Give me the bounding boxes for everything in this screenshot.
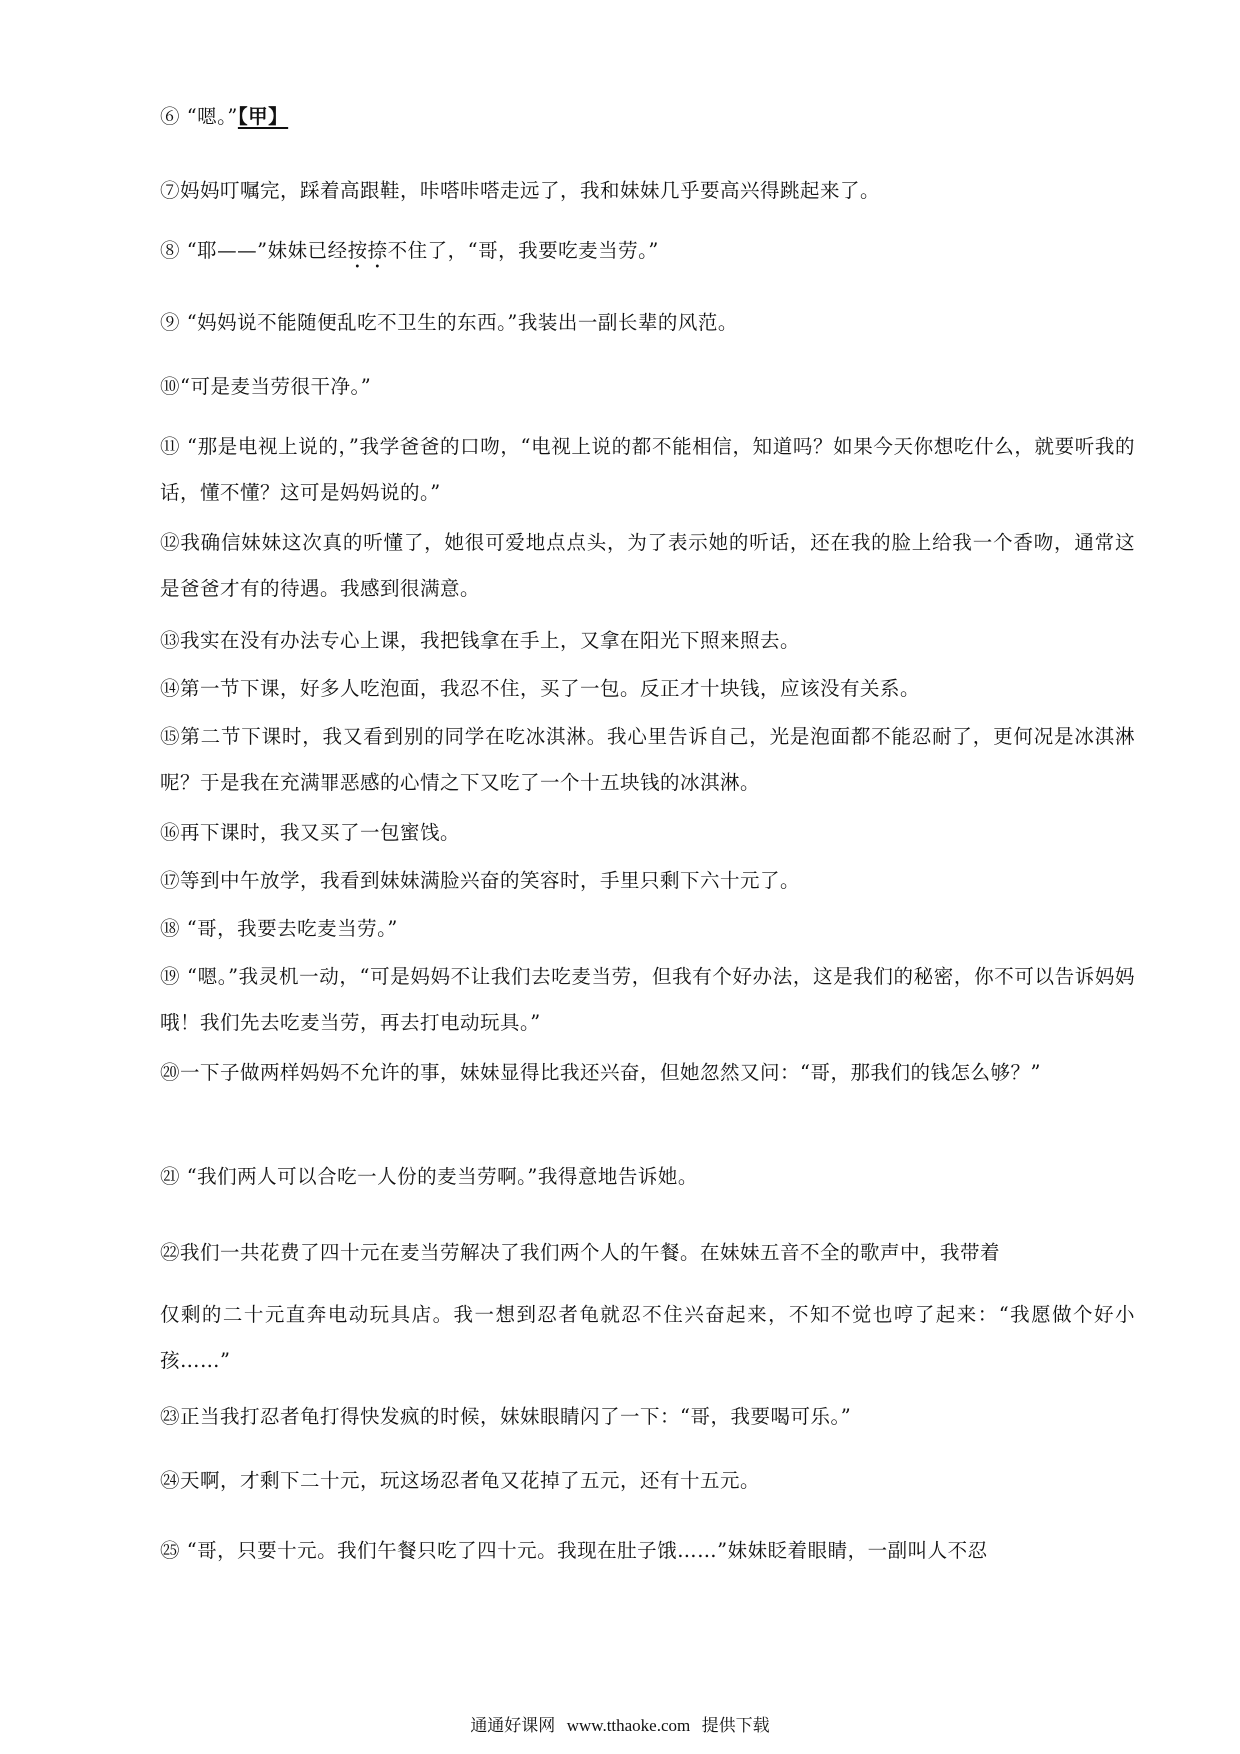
paragraph-9: ⑨ “妈妈说不能随便乱吃不卫生的东西。”我装出一副长辈的风范。 (160, 311, 738, 334)
paragraph-17: ⑰等到中午放学，我看到妹妹满脸兴奋的笑容时，手里只剩下六十元了。 (160, 869, 801, 892)
paragraph-20: ⑳一下子做两样妈妈不允许的事，妹妹显得比我还兴奋，但她忽然又问：“哥，那我们的钱怎么够？” (160, 1061, 1041, 1084)
paragraph-7: ⑦妈妈叮嘱完，踩着高跟鞋，咔嗒咔嗒走远了，我和妹妹几乎要高兴得跳起来了。 (160, 179, 881, 202)
paragraph-8-part-b: 不住了，“哥，我要吃麦当劳。” (387, 239, 659, 262)
paragraph-6 (160, 94, 1130, 140)
paragraph-23: ㉓正当我打忍者龟打得快发疯的时候，妹妹眼睛闪了一下：“哥，我要喝可乐。” (160, 1405, 852, 1428)
paragraph-25: ㉕ “哥，只要十元。我们午餐只吃了四十元。我现在肚子饿……”妹妹眨着眼睛，一副叫人不忍 (160, 1539, 988, 1562)
paragraph-16: ⑯再下课时，我又买了一包蜜饯。 (160, 821, 461, 844)
page-footer (0, 1714, 1240, 1738)
blank-marker-jia: 【甲】 (237, 105, 289, 128)
paragraph-19: ⑲ “嗯。”我灵机一动，“可是妈妈不让我们去吃麦当劳，但我有个好办法，这是我们的秘密，你不可以告诉妈妈哦！我们先去吃麦当劳，再去打电动玩具。” (160, 965, 1135, 1034)
paragraph-22-line-2: 仅剩的二十元直奔电动玩具店。我一想到忍者龟就忍不住兴奋起来，不知不觉也哼了起来：“我愿做个好小孩……” (160, 1303, 1135, 1372)
paragraph-12: ⑫我确信妹妹这次真的听懂了，她很可爱地点点头，为了表示她的听话，还在我的脸上给我一个香吻，通常这是爸爸才有的待遇。我感到很满意。 (160, 531, 1135, 600)
paragraph-6-text: ⑥ “嗯。” (160, 105, 238, 128)
paragraph-11-text: ⑪ “那是电视上说的，”我学爸爸的口吻，“电视上说的都不能相信，知道吗？如果今天你想吃什么，就要听我的话，懂不懂？这可是妈妈说的。” (160, 435, 1135, 504)
paragraph-24: ㉔天啊，才剩下二十元，玩这场忍者龟又花掉了五元，还有十五元。 (160, 1469, 761, 1492)
paragraph-11 (160, 424, 1135, 516)
paragraph-13: ⑬我实在没有办法专心上课，我把钱拿在手上，又拿在阳光下照来照去。 (160, 629, 801, 652)
paragraph-10: ⑩“可是麦当劳很干净。” (160, 375, 372, 398)
paragraph-22-line-1: ㉒我们一共花费了四十元在麦当劳解决了我们两个人的午餐。在妹妹五音不全的歌声中，我带着 (160, 1241, 1001, 1264)
paragraph-14: ⑭第一节下课，好多人吃泡面，我忍不住，买了一包。反正才十块钱，应该没有关系。 (160, 677, 921, 700)
footer-site-name: 通通好课网 (470, 1716, 556, 1736)
emphasized-word: 按捺 (347, 239, 388, 262)
paragraph-21: ㉑ “我们两人可以合吃一人份的麦当劳啊。”我得意地告诉她。 (160, 1165, 698, 1188)
paragraph-15: ⑮第二节下课时，我又看到别的同学在吃冰淇淋。我心里告诉自己，光是泡面都不能忍耐了，更何况是冰淇淋呢？于是我在充满罪恶感的心情之下又吃了一个十五块钱的冰淇淋。 (160, 725, 1135, 794)
footer-suffix: 提供下载 (701, 1716, 770, 1736)
paragraph-18: ⑱ “哥，我要去吃麦当劳。” (160, 917, 398, 940)
paragraph-8-part-a: ⑧ “耶——”妹妹已经 (160, 239, 348, 262)
paragraph-8 (160, 228, 1130, 274)
footer-url: www.tthaoke.com (566, 1716, 691, 1735)
